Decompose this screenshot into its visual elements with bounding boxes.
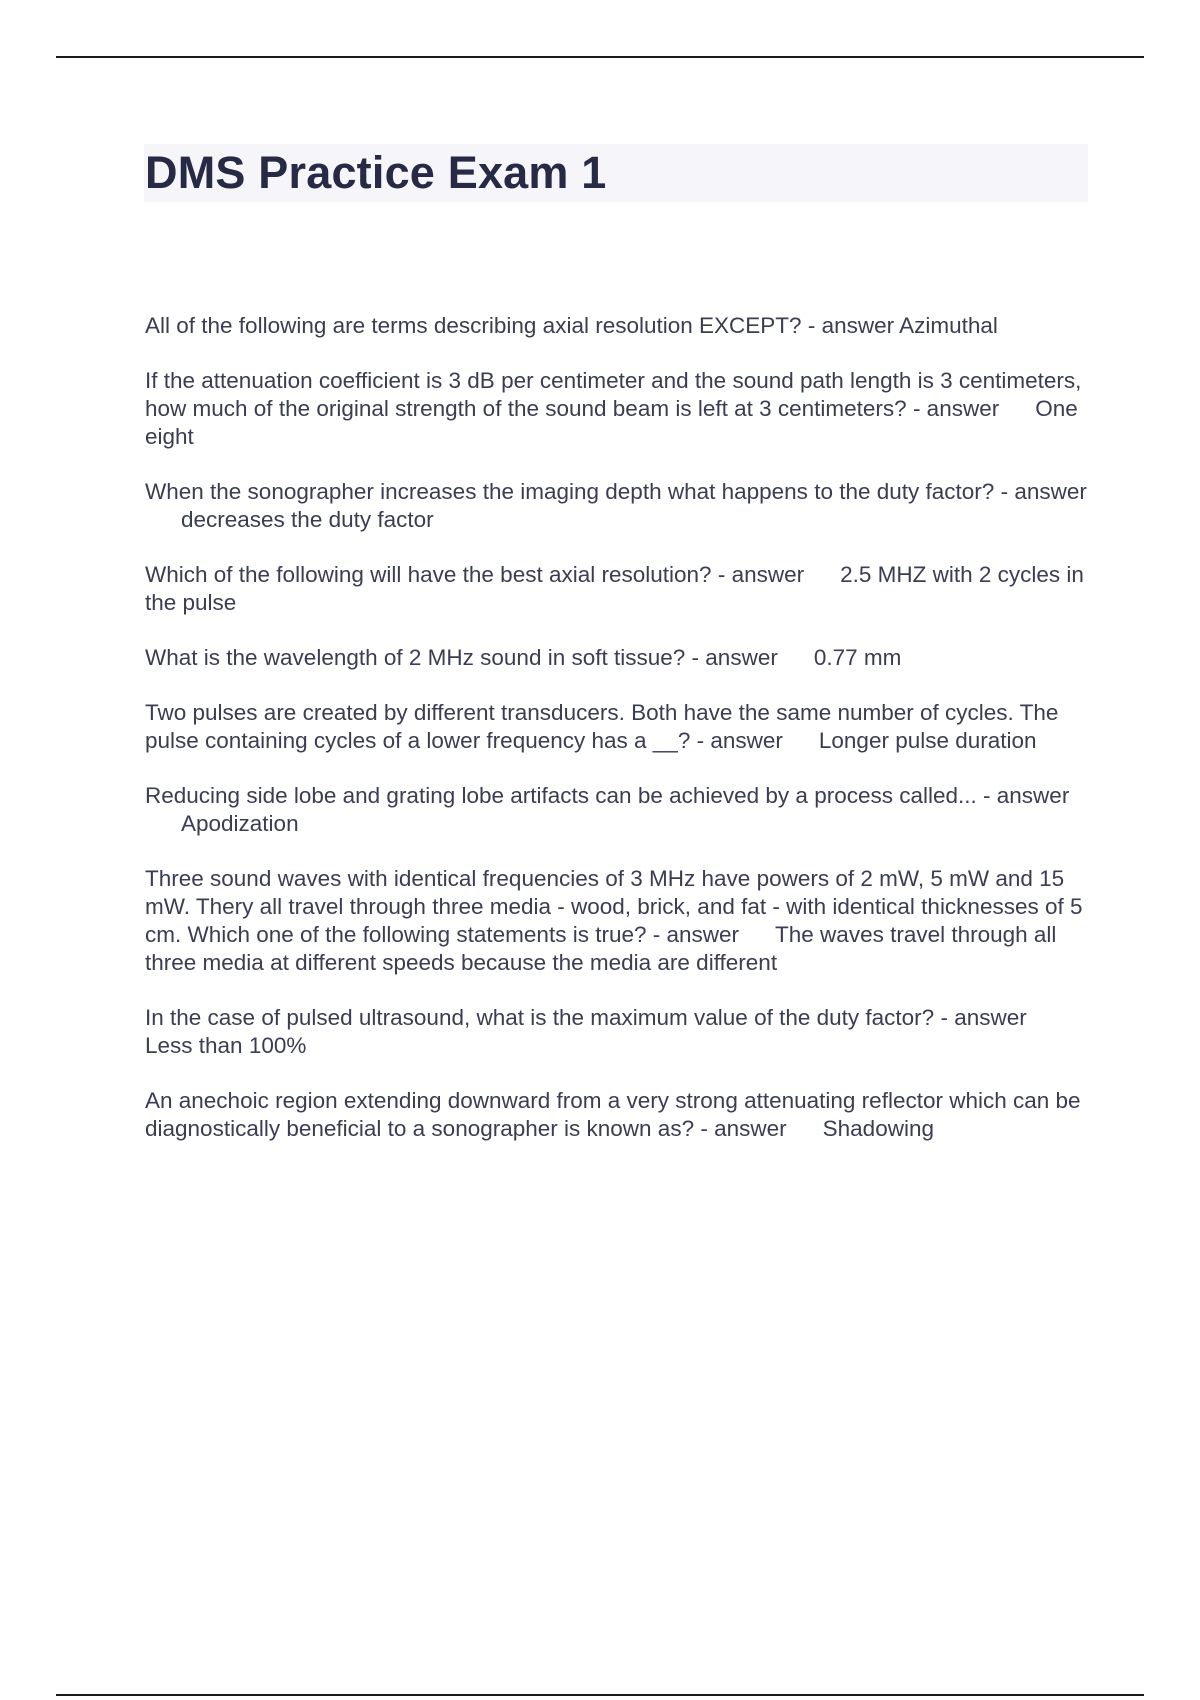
qa-item [145,865,1091,977]
qa-item [145,1004,1091,1060]
question-text: If the attenuation coefficient is 3 dB per centimeter and the sound path length is 3 centimeters, how much of the original strength of the sound beam is left at 3 centimeters? [145,368,1082,421]
question-text: Which of the following will have the best axial resolution? [145,562,712,587]
question-text: In the case of pulsed ultrasound, what is the maximum value of the duty factor? [145,1005,935,1030]
answer-separator: - answer [691,645,778,670]
question-text: When the sonographer increases the imaging depth what happens to the duty factor? [145,479,995,504]
answer-text: 0.77 mm [813,645,902,670]
answer-separator: - answer [983,783,1070,808]
answer-text: Less than 100% [145,1033,307,1058]
answer-text: Apodization [181,811,299,836]
question-text: What is the wavelength of 2 MHz sound in soft tissue? [145,645,686,670]
qa-item [145,312,1091,340]
qa-item [145,1087,1091,1143]
qa-item [145,782,1091,838]
page-title: DMS Practice Exam 1 [145,147,607,198]
qa-item [145,478,1091,534]
bottom-rule [56,1694,1144,1696]
answer-separator: - answer [807,313,895,338]
answer-separator: - answer [940,1005,1027,1030]
question-text: An anechoic region extending downward from a very strong attenuating reflector which can be diagnostically beneficial to a sonographer is known as? [145,1088,1081,1141]
answer-text: 2.5 MHZ with 2 cycles in the pulse [145,562,1084,615]
question-text: Reducing side lobe and grating lobe artifacts can be achieved by a process called... [145,783,977,808]
answer-text: Longer pulse duration [818,728,1037,753]
answer-text: Azimuthal [899,313,998,338]
qa-item [145,367,1091,451]
answer-text: decreases the duty factor [181,507,434,532]
answer-separator: - answer [700,1116,787,1141]
answer-separator: - answer [717,562,805,587]
qa-item [145,561,1091,617]
qa-item [145,699,1091,755]
top-rule [56,56,1144,58]
answer-separator: - answer [652,922,740,947]
question-text: Three sound waves with identical frequencies of 3 MHz have powers of 2 mW, 5 mW and 15 mW. Thery all travel through three media - wood, brick, and fat - with identical thicknesses of 5 cm. Which one of the following statements is true? [145,866,1083,947]
answer-separator: - answer [912,396,1000,421]
qa-list [145,312,1091,1170]
answer-separator: - answer [1000,479,1087,504]
answer-text: Shadowing [822,1116,934,1141]
answer-text: One eight [145,396,1078,449]
question-text: Two pulses are created by different transducers. Both have the same number of cycles. The pulse containing cycles of a lower frequency has a __? [145,700,1059,753]
answer-separator: - answer [696,728,783,753]
answer-text: The waves travel through all three media at different speeds because the media are different [145,922,1057,975]
question-text: All of the following are terms describing axial resolution EXCEPT? [145,313,802,338]
qa-item [145,644,1091,672]
